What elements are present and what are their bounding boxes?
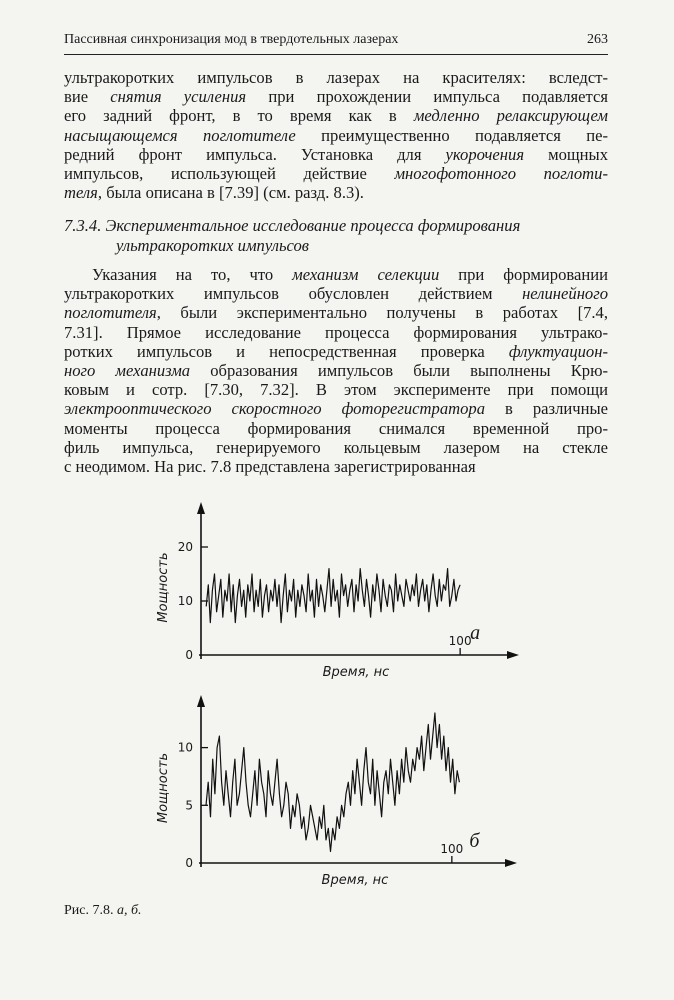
section-number: 7.3.4. bbox=[64, 216, 102, 235]
text-line: поглотителя, были экспериментально получены в работах [7.4, bbox=[64, 303, 608, 323]
text-line: его задний фронт, в то время как в медленно релаксирующем bbox=[64, 106, 608, 126]
y-axis-title: Мощность bbox=[156, 552, 171, 623]
text-line: моменты процесса формирования снимался временной про- bbox=[64, 418, 608, 438]
chart-panel-b bbox=[156, 695, 517, 888]
y-axis-title: Мощность bbox=[156, 752, 171, 824]
text-line: ультракоротких импульсов обусловлен действием нелинейного bbox=[64, 284, 608, 304]
series-line bbox=[206, 713, 459, 852]
y-tick-label: 10 bbox=[177, 740, 193, 755]
text-line: редний фронт импульса. Установка для укорочения мощных bbox=[64, 144, 608, 164]
x-tick-label: 100 bbox=[448, 634, 472, 648]
series-line bbox=[206, 569, 460, 623]
x-axis-title: Время, нс bbox=[321, 873, 389, 888]
panel-label: а bbox=[470, 622, 481, 644]
text-line: филь импульса, генерируемого кольцевым лазером на стекле bbox=[64, 437, 608, 457]
y-tick-label: 0 bbox=[185, 856, 193, 870]
x-axis-arrow bbox=[507, 651, 519, 659]
section-title-line-2: ультракоротких импульсов bbox=[116, 236, 309, 255]
text-line: 7.31]. Прямое исследование процесса формирования ультрако- bbox=[64, 322, 608, 342]
section-title-line-1: 7.3.4. Экспериментальное исследование процесса формирования bbox=[64, 216, 521, 235]
y-tick-label: 5 bbox=[185, 798, 193, 813]
y-axis-arrow bbox=[197, 695, 205, 707]
y-tick-label: 20 bbox=[177, 540, 193, 554]
text-line: вие снятия усиления при прохождении импульса подавляется bbox=[64, 87, 608, 107]
page-number: 263 bbox=[587, 32, 608, 47]
running-title: Пассивная синхронизация мод в твердотельных лазерах bbox=[64, 32, 399, 47]
text-line: импульсов, использующей действие многофотонного поглоти- bbox=[64, 164, 608, 184]
y-tick-label: 0 bbox=[185, 648, 193, 662]
figure-caption: Рис. 7.8. а, б. bbox=[64, 903, 142, 918]
chart-panel-a bbox=[156, 502, 519, 680]
text-line: насыщающемся поглотителе преимущественно подавляется пе- bbox=[64, 125, 609, 145]
text-line: ротких импульсов и непосредственная проверка флуктуацион- bbox=[64, 341, 608, 361]
text-line: ного механизма образования импульсов были выполнены Крю- bbox=[64, 361, 608, 381]
x-axis-arrow bbox=[505, 859, 517, 867]
text-line: ультракоротких импульсов в лазерах на красителях: вследст- bbox=[64, 68, 608, 87]
text-line: с неодимом. На рис. 7.8 представлена зарегистрированная bbox=[64, 457, 476, 477]
x-tick-label: 100 bbox=[440, 842, 464, 856]
text-line: теля, была описана в [7.39] (см. разд. 8.3). bbox=[64, 183, 364, 203]
y-axis-arrow bbox=[197, 502, 205, 514]
text-line: Указания на то, что механизм селекции при формировании bbox=[92, 265, 608, 284]
text-line: электрооптического скоростного фоторегистратора в различные bbox=[64, 399, 608, 419]
text-line: ковым и сотр. [7.30, 7.32]. В этом эксперименте при помощи bbox=[64, 380, 608, 400]
x-axis-title: Время, нс bbox=[322, 665, 390, 680]
y-tick-label: 10 bbox=[177, 594, 193, 608]
panel-label: б bbox=[469, 830, 480, 852]
